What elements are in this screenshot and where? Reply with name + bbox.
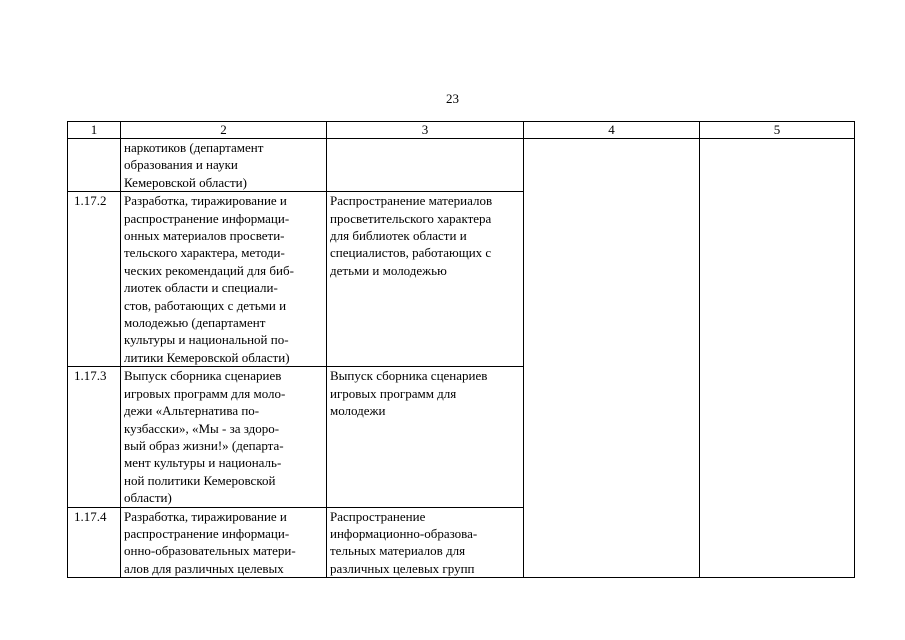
measure-description bbox=[121, 507, 327, 578]
text-line: Распространение bbox=[330, 508, 426, 524]
text-line: распространение информаци- bbox=[124, 525, 290, 541]
text-line: молодежи bbox=[330, 403, 386, 419]
text-line: детьми и молодежью bbox=[330, 262, 447, 278]
text-line: стов, работающих с детьми и bbox=[124, 297, 287, 313]
column-5-cell bbox=[700, 139, 855, 578]
page-number: 23 bbox=[446, 91, 459, 106]
text-line: лиотек области и специали- bbox=[124, 280, 278, 296]
text-line: Распространение материалов bbox=[330, 193, 493, 209]
text-line: игровых программ для bbox=[330, 385, 457, 401]
text-line: вый образ жизни!» (департа- bbox=[124, 437, 284, 453]
text-line: Разработка, тиражирование и bbox=[124, 508, 287, 524]
column-header: 4 bbox=[524, 122, 700, 139]
text-line: области) bbox=[124, 490, 172, 506]
text-line: Выпуск сборника сценариев bbox=[124, 368, 282, 384]
text-line: ческих рекомендаций для биб- bbox=[124, 262, 294, 278]
text-line: Разработка, тиражирование и bbox=[124, 193, 287, 209]
table-header-row bbox=[68, 122, 855, 139]
measure-description bbox=[121, 192, 327, 367]
text-line: специалистов, работающих с bbox=[330, 245, 492, 261]
text-line: онных материалов просвети- bbox=[124, 228, 285, 244]
table-row bbox=[68, 139, 855, 192]
text-line: алов для различных целевых bbox=[124, 560, 284, 576]
text-line: образования и науки bbox=[124, 157, 238, 173]
row-number: 1.17.4 bbox=[68, 507, 121, 578]
text-line: литики Кемеровской области) bbox=[124, 349, 290, 365]
row-number: 1.17.2 bbox=[68, 192, 121, 367]
text-line: культуры и национальной по- bbox=[124, 332, 289, 348]
text-line: информационно-образова- bbox=[330, 525, 478, 541]
measures-table bbox=[67, 121, 855, 578]
text-line: дежи «Альтернатива по- bbox=[124, 403, 260, 419]
text-line: тельных материалов для bbox=[330, 543, 466, 559]
text-line: для библиотек области и bbox=[330, 228, 467, 244]
text-line: игровых программ для моло- bbox=[124, 385, 286, 401]
text-line: просветительского характера bbox=[330, 210, 492, 226]
text-line: Кемеровской области) bbox=[124, 174, 247, 190]
text-line: распространение информаци- bbox=[124, 210, 290, 226]
column-4-cell bbox=[524, 139, 700, 578]
text-line: молодежью (департамент bbox=[124, 315, 266, 331]
column-header: 2 bbox=[121, 122, 327, 139]
measure-result bbox=[327, 192, 524, 367]
row-number: 1.17.3 bbox=[68, 367, 121, 507]
text-line: различных целевых групп bbox=[330, 560, 475, 576]
text-line: ной политики Кемеровской bbox=[124, 472, 276, 488]
text-line: мент культуры и националь- bbox=[124, 455, 282, 471]
measure-description bbox=[121, 139, 327, 192]
text-line: онно-образовательных матери- bbox=[124, 543, 296, 559]
measure-result bbox=[327, 507, 524, 578]
column-header: 1 bbox=[68, 122, 121, 139]
column-header: 5 bbox=[700, 122, 855, 139]
row-number bbox=[68, 139, 121, 192]
text-line: тельского характера, методи- bbox=[124, 245, 285, 261]
measure-description bbox=[121, 367, 327, 507]
measure-result bbox=[327, 139, 524, 192]
column-header: 3 bbox=[327, 122, 524, 139]
text-line: кузбасски», «Мы - за здоро- bbox=[124, 420, 280, 436]
text-line: Выпуск сборника сценариев bbox=[330, 368, 488, 384]
measure-result bbox=[327, 367, 524, 507]
text-line: наркотиков (департамент bbox=[124, 140, 264, 155]
